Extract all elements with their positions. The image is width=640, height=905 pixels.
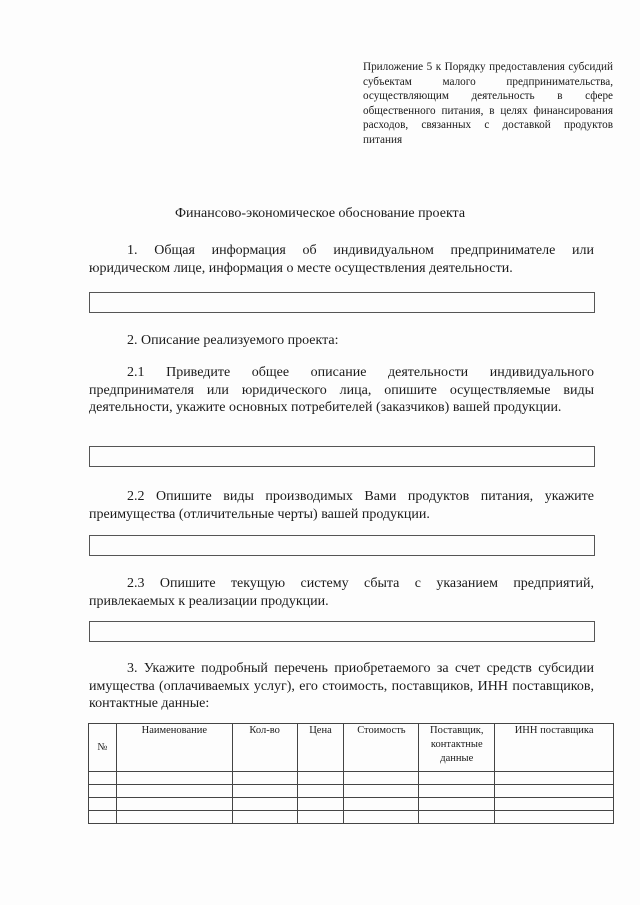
table-cell[interactable] — [89, 785, 117, 798]
table-cell[interactable] — [116, 785, 232, 798]
section-2-2-text: 2.2 Опишите виды производимых Вами продуктов питания, укажите преимущества (отличительные черты) вашей продукции. — [89, 489, 594, 522]
table-cell[interactable] — [232, 811, 297, 824]
table-cell[interactable] — [232, 772, 297, 785]
section-2-1-text: 2.1 Приведите общее описание деятельности индивидуального предпринимателя или юридического лица, опишите осуществляемые виды деятельности, укажите основных потребителей (заказчиков) вашей продукции. — [89, 365, 594, 415]
section-2-3-text: 2.3 Опишите текущую систему сбыта с указанием предприятий, привлекаемых к реализации продукции. — [89, 576, 594, 609]
header-price: Цена — [297, 724, 344, 772]
table-cell[interactable] — [297, 811, 344, 824]
appendix-note: Приложение 5 к Порядку предоставления субсидий субъектам малого предпринимательства, осуществляющим деятельность в сфере общественного питания, в целях финансирования расходов, связанных с доставкой продуктов питания — [363, 61, 613, 146]
table-cell[interactable] — [495, 798, 614, 811]
table-cell[interactable] — [116, 772, 232, 785]
table-cell[interactable] — [89, 798, 117, 811]
table-cell[interactable] — [419, 811, 495, 824]
document-title: Финансово-экономическое обоснование проекта — [174, 206, 466, 221]
header-name: Наименование — [116, 724, 232, 772]
table-cell[interactable] — [116, 798, 232, 811]
table-row — [89, 785, 614, 798]
table-cell[interactable] — [89, 811, 117, 824]
table-cell[interactable] — [419, 785, 495, 798]
table-cell[interactable] — [232, 785, 297, 798]
header-cost: Стоимость — [344, 724, 419, 772]
section-3-text: 3. Укажите подробный перечень приобретаемого за счет средств субсидии имущества (оплачиваемых услуг), его стоимость, поставщиков, ИНН поставщиков, контактные данные: — [89, 661, 594, 711]
table-cell[interactable] — [344, 811, 419, 824]
section-2-3-answer-field[interactable] — [89, 621, 595, 642]
table-cell[interactable] — [495, 785, 614, 798]
table-row — [89, 798, 614, 811]
table-header-row — [89, 724, 614, 772]
table-cell[interactable] — [89, 772, 117, 785]
section-2-2-answer-field[interactable] — [89, 535, 595, 556]
table-row — [89, 811, 614, 824]
table-cell[interactable] — [495, 811, 614, 824]
table-cell[interactable] — [344, 798, 419, 811]
table-cell[interactable] — [495, 772, 614, 785]
section-1-text: 1. Общая информация об индивидуальном предпринимателе или юридическом лице, информация о месте осуществления деятельности. — [89, 243, 594, 276]
table-cell[interactable] — [419, 772, 495, 785]
table-cell[interactable] — [297, 798, 344, 811]
header-quantity: Кол-во — [232, 724, 297, 772]
table-cell[interactable] — [297, 785, 344, 798]
section-2-heading: 2. Описание реализуемого проекта: — [127, 333, 339, 348]
section-2-1-answer-field[interactable] — [89, 446, 595, 467]
table-cell[interactable] — [232, 798, 297, 811]
table-cell[interactable] — [419, 798, 495, 811]
header-supplier: Поставщик, контактные данные — [419, 724, 495, 772]
items-table — [88, 723, 614, 824]
table-row — [89, 772, 614, 785]
section-1-answer-field[interactable] — [89, 292, 595, 313]
table-cell[interactable] — [297, 772, 344, 785]
header-inn: ИНН поставщика — [495, 724, 614, 772]
header-number: № — [89, 724, 117, 772]
table-cell[interactable] — [116, 811, 232, 824]
table-cell[interactable] — [344, 785, 419, 798]
table-cell[interactable] — [344, 772, 419, 785]
